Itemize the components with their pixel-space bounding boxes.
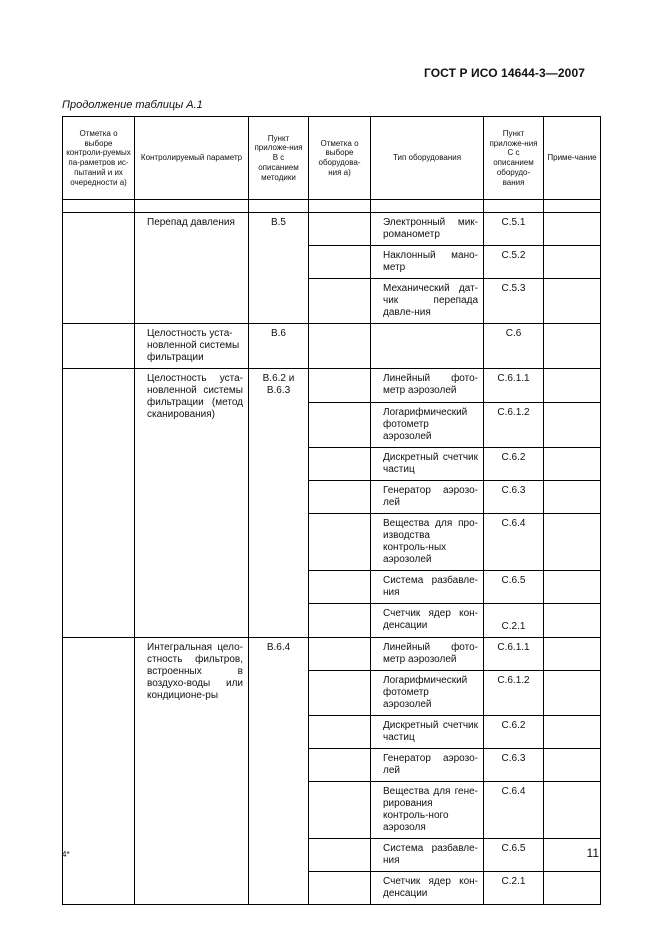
equipment-cell: Линейный фото-метр аэрозолей	[371, 369, 484, 403]
equipment-cell: Система разбавле-ния	[371, 571, 484, 604]
table-header-row	[63, 117, 601, 200]
note-cell	[544, 448, 601, 481]
note-cell	[544, 872, 601, 905]
selection-cell	[63, 324, 135, 369]
equipment-selection-cell	[309, 213, 371, 246]
equipment-selection-cell	[309, 369, 371, 403]
equipment-selection-cell	[309, 324, 371, 369]
equipment-selection-cell	[309, 671, 371, 716]
selection-cell	[63, 638, 135, 905]
clause-c-cell: С.5.1	[484, 213, 544, 246]
col-header-equipment-selection: Отметка о выборе оборудова-ния а)	[309, 117, 371, 200]
parameter-cell: Перепад давления	[135, 213, 249, 324]
note-cell	[544, 782, 601, 839]
equipment-cell: Электронный мик-романометр	[371, 213, 484, 246]
equipment-selection-cell	[309, 403, 371, 448]
note-cell	[544, 324, 601, 369]
clause-c-cell: С.6.3	[484, 749, 544, 782]
note-cell	[544, 403, 601, 448]
equipment-cell: Генератор аэрозо-лей	[371, 481, 484, 514]
equipment-selection-cell	[309, 448, 371, 481]
col-header-note: Приме-чание	[544, 117, 601, 200]
equipment-selection-cell	[309, 571, 371, 604]
col-header-equipment-type: Тип оборудования	[371, 117, 484, 200]
clause-c-cell: С.6.1.1	[484, 638, 544, 671]
table-row	[63, 213, 601, 246]
equipment-cell	[371, 324, 484, 369]
note-cell	[544, 638, 601, 671]
col-header-parameter: Контролируемый параметр	[135, 117, 249, 200]
standard-title: ГОСТ Р ИСО 14644-3—2007	[423, 66, 585, 80]
clause-c-cell: С.5.3	[484, 279, 544, 324]
clause-c-cell: С.6.2	[484, 448, 544, 481]
equipment-cell: Вещества для про-изводства контроль-ных аэрозолей	[371, 514, 484, 571]
equipment-cell: Наклонный мано-метр	[371, 246, 484, 279]
note-cell	[544, 213, 601, 246]
sheet-mark: 4*	[62, 850, 70, 859]
clause-c-cell: С.6.5	[484, 571, 544, 604]
equipment-cell: Генератор аэрозо-лей	[371, 749, 484, 782]
table-continuation-caption: Продолжение таблицы А.1	[62, 99, 203, 111]
equipment-selection-cell	[309, 246, 371, 279]
clause-c-cell: С.5.2	[484, 246, 544, 279]
equipment-table	[62, 116, 601, 905]
equipment-selection-cell	[309, 604, 371, 638]
note-cell	[544, 369, 601, 403]
note-cell	[544, 246, 601, 279]
equipment-cell: Счетчик ядер кон-денсации	[371, 872, 484, 905]
note-cell	[544, 571, 601, 604]
header-gap-row	[63, 200, 601, 213]
equipment-selection-cell	[309, 481, 371, 514]
equipment-selection-cell	[309, 716, 371, 749]
table-row	[63, 638, 601, 671]
equipment-selection-cell	[309, 782, 371, 839]
equipment-cell: Логарифмический фотометр аэрозолей	[371, 403, 484, 448]
col-header-clause-b: Пункт приложе-ния В с описанием методики	[249, 117, 309, 200]
col-header-clause-c: Пункт приложе-ния С с описанием оборудо-вания	[484, 117, 544, 200]
equipment-cell: Счетчик ядер кон-денсации	[371, 604, 484, 638]
note-cell	[544, 481, 601, 514]
clause-b-cell: В.6.2 и В.6.3	[249, 369, 309, 638]
parameter-cell: Интегральная цело-стность фильтров, встроенных в воздухо-воды или кондиционе-ры	[135, 638, 249, 905]
clause-b-cell: В.6.4	[249, 638, 309, 905]
equipment-selection-cell	[309, 839, 371, 872]
clause-c-cell: С.6.2	[484, 716, 544, 749]
clause-c-cell: С.6.5	[484, 839, 544, 872]
selection-cell	[63, 213, 135, 324]
equipment-selection-cell	[309, 638, 371, 671]
clause-c-cell: С.6.1.1	[484, 369, 544, 403]
selection-cell	[63, 369, 135, 638]
equipment-cell: Вещества для гене-рирования контроль-ного аэрозоля	[371, 782, 484, 839]
table-row	[63, 324, 601, 369]
clause-c-cell: С.6	[484, 324, 544, 369]
clause-c-cell: С.6.1.2	[484, 671, 544, 716]
note-cell	[544, 279, 601, 324]
clause-c-cell: С.6.1.2	[484, 403, 544, 448]
clause-c-cell: С.6.3	[484, 481, 544, 514]
clause-c-cell: С.2.1	[484, 604, 544, 638]
note-cell	[544, 514, 601, 571]
clause-c-cell: С.2.1	[484, 872, 544, 905]
note-cell	[544, 671, 601, 716]
clause-c-cell: С.6.4	[484, 514, 544, 571]
equipment-selection-cell	[309, 279, 371, 324]
equipment-selection-cell	[309, 514, 371, 571]
page-number: 11	[586, 846, 599, 860]
equipment-cell: Линейный фото-метр аэрозолей	[371, 638, 484, 671]
equipment-selection-cell	[309, 872, 371, 905]
table-row	[63, 369, 601, 403]
equipment-cell: Дискретный счетчик частиц	[371, 716, 484, 749]
note-cell	[544, 604, 601, 638]
col-header-selection: Отметка о выборе контроли-руемых па-раметров ис-пытаний и их очередности а)	[63, 117, 135, 200]
note-cell	[544, 716, 601, 749]
equipment-cell: Система разбавле-ния	[371, 839, 484, 872]
equipment-cell: Логарифмический фотометр аэрозолей	[371, 671, 484, 716]
parameter-cell: Целостность уста-новленной системы фильтрации (метод сканирования)	[135, 369, 249, 638]
clause-b-cell: В.5	[249, 213, 309, 324]
equipment-selection-cell	[309, 749, 371, 782]
clause-b-cell: В.6	[249, 324, 309, 369]
note-cell	[544, 749, 601, 782]
parameter-cell: Целостность уста-новленной системы фильтрации	[135, 324, 249, 369]
equipment-cell: Дискретный счетчик частиц	[371, 448, 484, 481]
equipment-cell: Механический дат-чик перепада давле-ния	[371, 279, 484, 324]
clause-c-cell: С.6.4	[484, 782, 544, 839]
